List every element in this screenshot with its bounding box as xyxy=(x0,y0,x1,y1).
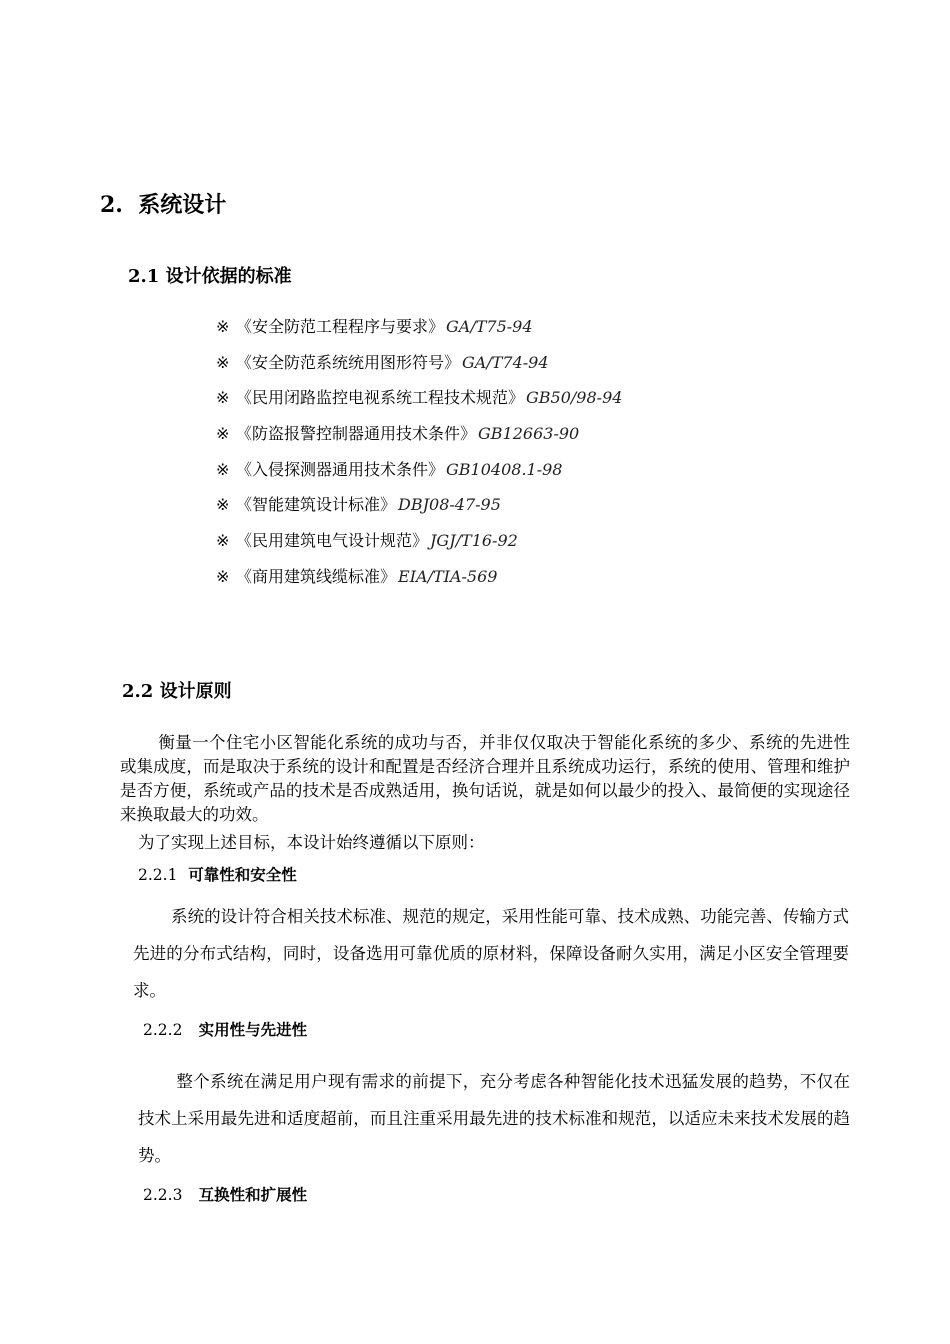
standard-code: DBJ08-47-95 xyxy=(398,495,501,515)
standards-number: 2.1 xyxy=(128,266,160,287)
subsection-heading-reliability xyxy=(138,864,297,886)
list-item xyxy=(216,386,622,422)
reference-mark-icon: ※ xyxy=(216,317,230,336)
list-item xyxy=(216,565,622,601)
list-item xyxy=(216,458,622,494)
standards-list xyxy=(216,315,622,601)
subsection-title: 实用性与先进性 xyxy=(198,1020,308,1039)
reference-mark-icon: ※ xyxy=(216,352,230,372)
reference-mark-icon: ※ xyxy=(216,388,230,408)
standard-title: 《民用建筑电气设计规范》 xyxy=(236,531,429,551)
section-title: 系统设计 xyxy=(138,192,227,218)
reference-mark-icon: ※ xyxy=(216,566,230,586)
subsection-body-text: 整个系统在满足用户现有需求的前提下，充分考虑各种智能化技术迅猛发展的趋势，不仅在技术上采用最先进和适度超前，而且注重采用最先进的技术标准和规范，以适应未来技术发展的趋势。 xyxy=(138,1072,850,1165)
subsection-number: 2.2.3 xyxy=(143,1186,183,1204)
principles-intro xyxy=(120,731,850,827)
standard-title: 《入侵探测器通用技术条件》 xyxy=(236,459,445,479)
list-item xyxy=(216,315,622,351)
subsection-heading-practicality xyxy=(143,1019,307,1041)
list-item xyxy=(216,422,622,458)
subsection-number: 2.2.2 xyxy=(143,1021,183,1039)
standard-code: GB10408.1-98 xyxy=(446,459,563,479)
standards-title: 设计依据的标准 xyxy=(165,266,292,287)
principles-title: 设计原则 xyxy=(159,681,232,702)
standard-code: GB50/98-94 xyxy=(526,388,623,408)
standard-title: 《民用闭路监控电视系统工程技术规范》 xyxy=(236,388,525,408)
list-item xyxy=(216,351,622,387)
subsection-body-reliability xyxy=(133,898,849,1009)
standard-title: 《防盗报警控制器通用技术条件》 xyxy=(236,424,477,444)
principles-lead xyxy=(138,831,848,855)
principles-number: 2.2 xyxy=(122,681,154,702)
standard-title: 《安全防范工程程序与要求》 xyxy=(236,317,445,336)
standards-heading xyxy=(128,264,292,290)
list-item xyxy=(216,529,622,565)
list-item xyxy=(216,493,622,529)
subsection-heading-interchangeability xyxy=(143,1184,307,1206)
reference-mark-icon: ※ xyxy=(216,495,230,515)
subsection-title: 可靠性和安全性 xyxy=(188,865,297,884)
section-number: 2. xyxy=(100,192,123,218)
standard-code: EIA/TIA-569 xyxy=(398,566,498,586)
reference-mark-icon: ※ xyxy=(216,531,230,551)
standard-title: 《智能建筑设计标准》 xyxy=(236,495,397,515)
section-heading xyxy=(100,190,226,220)
subsection-number: 2.2.1 xyxy=(138,866,178,884)
principles-heading xyxy=(122,679,232,705)
reference-mark-icon: ※ xyxy=(216,424,230,444)
standard-code: GA/T74-94 xyxy=(462,352,549,372)
subsection-body-text: 系统的设计符合相关技术标准、规范的规定，采用性能可靠、技术成熟、功能完善、传输方式先进的分布式结构，同时，设备选用可靠优质的原材料，保障设备耐久实用，满足小区安全管理要求。 xyxy=(133,907,849,1000)
standard-code: GB12663-90 xyxy=(478,424,580,444)
reference-mark-icon: ※ xyxy=(216,459,230,479)
standard-title: 《商用建筑线缆标准》 xyxy=(236,566,397,586)
subsection-title: 互换性和扩展性 xyxy=(198,1185,308,1204)
subsection-body-practicality xyxy=(138,1063,850,1174)
principles-intro-text: 衡量一个住宅小区智能化系统的成功与否，并非仅仅取决于智能化系统的多少、系统的先进性或集成度，而是取决于系统的设计和配置是否经济合理并且系统成功运行，系统的使用、管理和维护是否方便，系统或产品的技术是否成熟适用，换句话说，就是如何以最少的投入、最简便的实现途径来换取最大的功效。 xyxy=(120,733,850,824)
principles-lead-text: 为了实现上述目标，本设计始终遵循以下原则： xyxy=(138,833,485,852)
standard-code: GA/T75-94 xyxy=(446,317,533,336)
standard-title: 《安全防范系统统用图形符号》 xyxy=(236,352,461,372)
standard-code: JGJ/T16-92 xyxy=(430,531,518,551)
